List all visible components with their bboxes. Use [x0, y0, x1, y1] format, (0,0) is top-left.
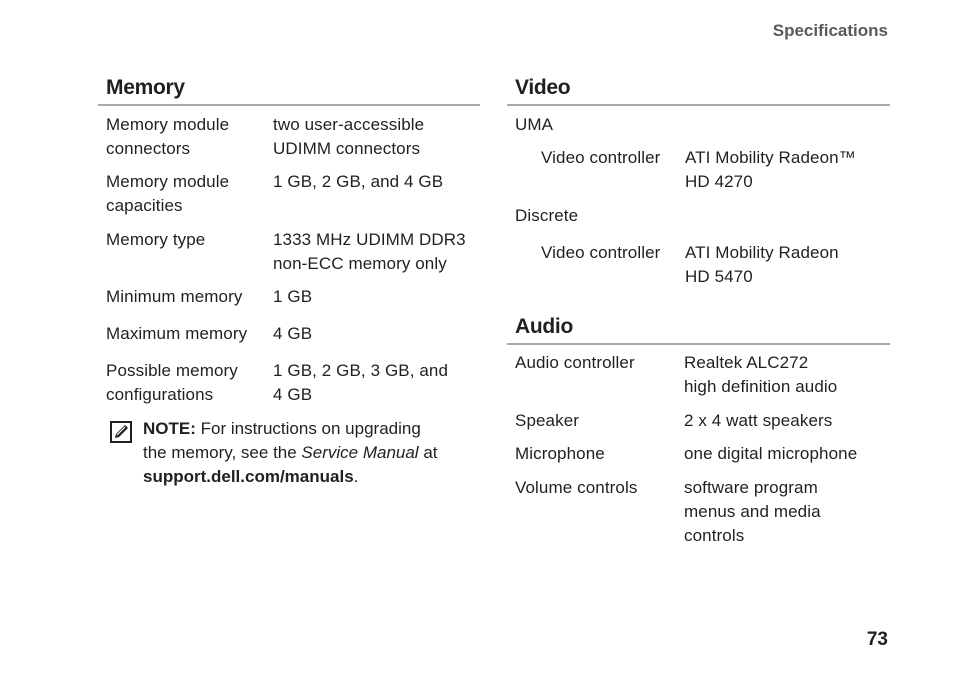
- memory-row-label: Memory module capacities: [106, 172, 230, 215]
- memory-heading-rule: [98, 104, 480, 106]
- audio-heading: Audio: [515, 315, 573, 338]
- running-header: Specifications: [772, 21, 888, 40]
- memory-row-label: Possible memory configurations: [106, 361, 238, 404]
- video-heading-rule: [507, 104, 890, 106]
- audio-heading-rule: [507, 343, 890, 345]
- memory-row-value: 4 GB: [273, 324, 313, 343]
- video-row-value: ATI Mobility Radeon HD 5470: [685, 243, 839, 286]
- video-group-name: UMA: [515, 115, 554, 134]
- note-label: NOTE:: [143, 419, 196, 438]
- video-group-name: Discrete: [515, 206, 579, 225]
- audio-row-value: 2 x 4 watt speakers: [684, 411, 833, 430]
- audio-row-label: Volume controls: [515, 478, 638, 497]
- memory-row-label: Minimum memory: [106, 287, 243, 306]
- memory-row-value: two user-accessible UDIMM connectors: [273, 115, 425, 158]
- support-url-link[interactable]: support.dell.com/manuals: [143, 467, 354, 486]
- memory-row-label: Memory module connectors: [106, 115, 230, 158]
- audio-row-label: Speaker: [515, 411, 580, 430]
- service-manual-title: Service Manual: [301, 443, 419, 462]
- memory-row-value: 1 GB: [273, 287, 313, 306]
- video-row-label: Video controller: [541, 243, 661, 262]
- memory-row-value: 1333 MHz UDIMM DDR3 non-ECC memory only: [273, 230, 466, 273]
- page-number: 73: [866, 629, 888, 650]
- memory-row-value: 1 GB, 2 GB, and 4 GB: [273, 172, 444, 191]
- memory-row-label: Maximum memory: [106, 324, 248, 343]
- audio-row-value: software program menus and media controls: [684, 478, 821, 545]
- video-row-label: Video controller: [541, 148, 661, 167]
- audio-row-value: Realtek ALC272 high definition audio: [684, 353, 838, 396]
- memory-row-label: Memory type: [106, 230, 206, 249]
- video-row-value: ATI Mobility Radeon™ HD 4270: [685, 148, 856, 191]
- note-pencil-icon: [110, 421, 132, 443]
- memory-heading: Memory: [106, 76, 185, 99]
- memory-upgrade-note: NOTE: For instructions on upgrading the memory, see the Service Manual at support.dell.com/manuals.: [143, 419, 438, 486]
- audio-row-value: one digital microphone: [684, 444, 858, 463]
- memory-row-value: 1 GB, 2 GB, 3 GB, and 4 GB: [273, 361, 449, 404]
- audio-row-label: Audio controller: [515, 353, 635, 372]
- audio-row-label: Microphone: [515, 444, 605, 463]
- video-heading: Video: [515, 76, 571, 99]
